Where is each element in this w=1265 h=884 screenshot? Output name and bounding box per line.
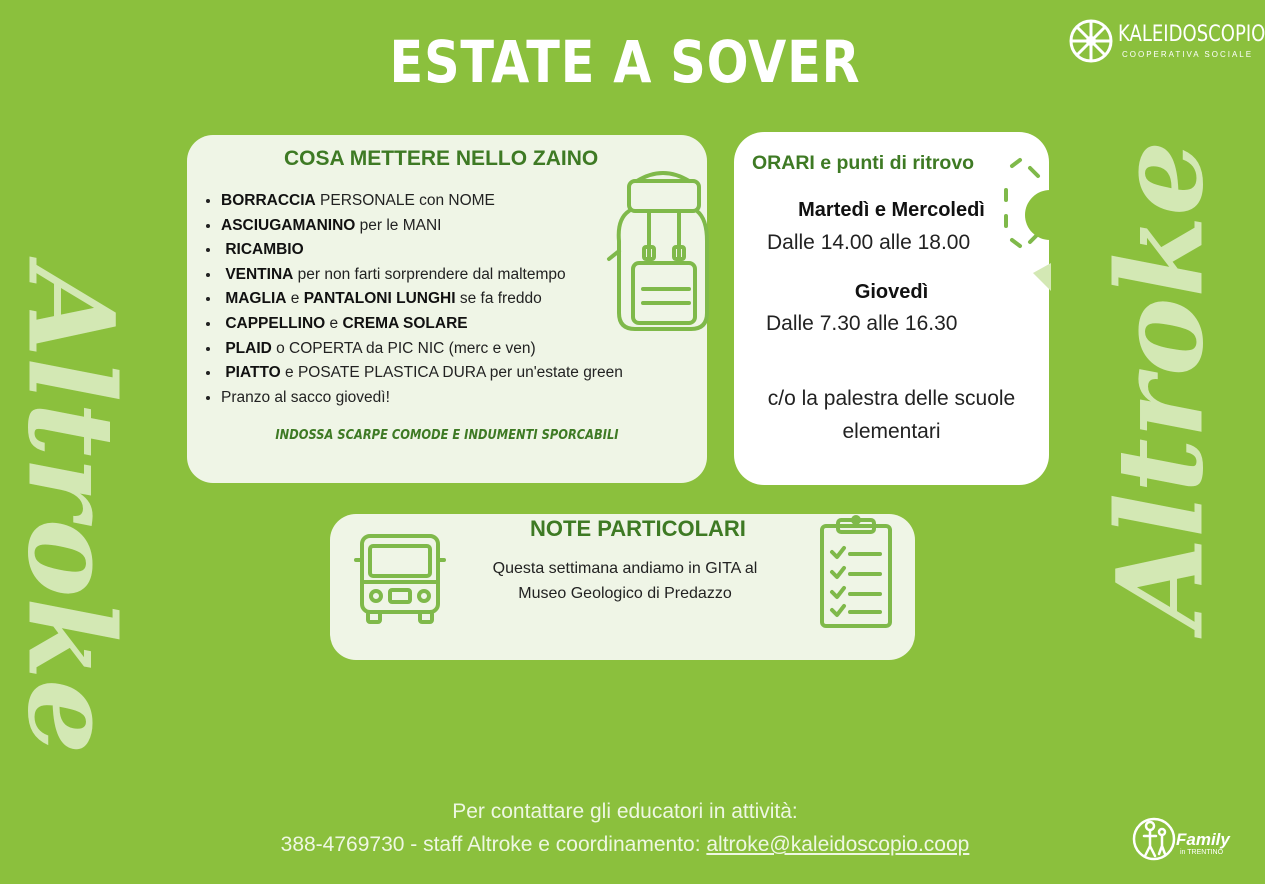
bus-icon xyxy=(354,532,446,624)
list-item: • Pranzo al sacco giovedì! xyxy=(221,386,623,411)
list-item: • PLAID o COPERTA da PIC NIC (merc e ven) xyxy=(221,337,623,362)
list-item: • CAPPELLINO e CREMA SOLARE xyxy=(221,312,623,337)
notes-text: Questa settimana andiamo in GITA al Museo Geologico di Predazzo xyxy=(492,560,758,602)
email-link[interactable]: altroke@kaleidoscopio.coop xyxy=(706,833,970,856)
list-item: • VENTINA per non farti sorprendere dal maltempo xyxy=(221,263,623,288)
meeting-place: c/o la palestra delle scuole elementari xyxy=(767,387,1016,443)
hours-card-title: ORARI e punti di ritrovo xyxy=(752,152,975,174)
backpack-card xyxy=(187,135,707,483)
backpack-card-title: COSA METTERE NELLO ZAINO xyxy=(284,147,599,170)
notes-card-title: NOTE PARTICOLARI xyxy=(530,516,746,541)
footer-line-1: Per contattare gli educatori in attività: xyxy=(452,800,798,823)
hours-card xyxy=(734,132,1049,485)
logo-subtitle: COOPERATIVA SOCIALE xyxy=(1122,50,1254,59)
family-logo-sub: in TRENTINO xyxy=(1180,849,1224,856)
list-item: • RICAMBIO xyxy=(221,238,623,263)
logo-name: KALEIDOSCOPIO xyxy=(1118,22,1265,47)
days-1: Martedì e Mercoledì xyxy=(798,199,985,221)
list-item: • PIATTO e POSATE PLASTICA DURA per un'estate green xyxy=(221,361,623,386)
family-logo-name: Family xyxy=(1176,830,1230,849)
side-brand-left: Altroke xyxy=(1,265,140,755)
family-logo-icon xyxy=(1132,812,1176,866)
clipboard-checklist-icon xyxy=(818,514,894,630)
list-item: • MAGLIA e PANTALONI LUNGHI se fa freddo xyxy=(221,287,623,312)
notes-card xyxy=(330,514,915,660)
backpack-list xyxy=(199,189,623,410)
card-corner-decoration xyxy=(1033,263,1053,293)
footer-line-2: 388-4769730 - staff Altroke e coordinamento: altroke@kaleidoscopio.coop xyxy=(280,833,970,856)
side-brand-right: Altroke xyxy=(1090,140,1229,630)
list-item: • BORRACCIA PERSONALE con NOME xyxy=(221,189,623,214)
shoes-note: INDOSSA SCARPE COMODE E INDUMENTI SPORCABILI xyxy=(275,428,619,443)
backpack-icon xyxy=(615,163,711,335)
page-title: ESTATE A SOVER xyxy=(389,28,861,96)
kaleidoscopio-logo-icon xyxy=(1068,18,1114,64)
list-item: • ASCIUGAMANINO per le MANI xyxy=(221,214,623,239)
days-2: Giovedì xyxy=(854,281,929,303)
times-1: Dalle 14.00 alle 18.00 xyxy=(767,231,971,254)
times-2: Dalle 7.30 alle 16.30 xyxy=(766,312,958,335)
